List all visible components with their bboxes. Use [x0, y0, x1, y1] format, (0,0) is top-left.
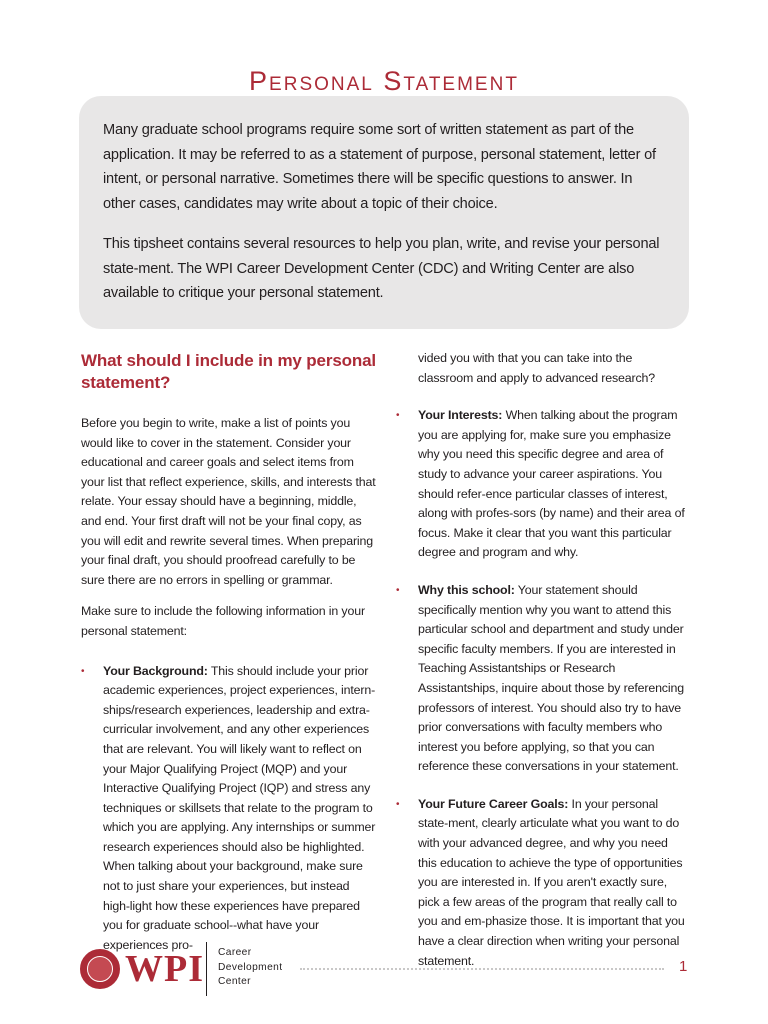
footer-divider: [206, 942, 207, 996]
bullet-text: Your statement should specifically mention why you want to attend this particular school and department and study under specific faculty members. If you are interested in Teaching Assistantships or Research Assistantships, inquire about those by referencing professors of interest. You should also try to have prior conversations with faculty members who interest you before applying, so that you can reference these conversations in your statement.: [418, 582, 684, 774]
bullet-interests: [396, 406, 688, 563]
page-number: 1: [679, 958, 688, 975]
bullet-lead: Why this school:: [418, 582, 515, 597]
section-heading: What should I include in my personal statement?: [81, 351, 376, 392]
section-paragraph-2: Make sure to include the following information in your personal statement:: [81, 604, 365, 638]
bullet-lead: Your Interests:: [418, 408, 503, 423]
bullet-dot-icon: •: [81, 665, 85, 677]
bullet-future-career-goals: [396, 795, 688, 971]
bullet-text: When talking about the program you are applying for, make sure you emphasize why you need this specific degree and area of study to advance your career aspirations. You should refer-ence particular classes of interest, along with profes-sors (by name) and their area of focus. Make it clear that you want this particular degree and program and why.: [418, 408, 685, 560]
right-column: [396, 349, 688, 989]
seal-inner: [87, 956, 113, 982]
bullet-dot-icon: •: [396, 798, 400, 810]
bullet-background-continued: [396, 349, 688, 388]
bullet-lead: Your Future Career Goals:: [418, 796, 569, 811]
intro-box: [79, 96, 689, 329]
cdc-line-2: Development: [218, 961, 283, 973]
cdc-label: [218, 946, 282, 990]
bullet-background: [81, 662, 377, 956]
wpi-logo: [80, 943, 204, 995]
left-column: [81, 350, 377, 973]
page-title: Personal Statement: [249, 66, 519, 96]
bullet-dot-icon: •: [396, 584, 400, 596]
bullet-text: In your personal state-ment, clearly articulate what you want to do with your advanced degree, and why you need this education to achieve the type of opportunities you are interested in. If you aren't exactly sure, pick a few areas of the program that really call to you and em-phasize those. It is important that you have a clear direction when writing your personal statement.: [418, 796, 685, 968]
intro-paragraph-1: Many graduate school programs require some sort of written statement as part of the application. It may be referred to as a statement of purpose, personal statement, letter of intent, or personal narrative. Sometimes there will be specific questions to answer. In other cases, candidates may write about a topic of their choice.: [103, 122, 656, 212]
bullet-why-this-school: [396, 581, 688, 777]
wpi-seal-icon: [80, 949, 120, 989]
footer-dotted-rule: [300, 968, 664, 970]
wpi-wordmark: WPI: [125, 948, 204, 990]
cdc-line-1: Career: [218, 947, 252, 958]
cdc-line-3: Center: [218, 976, 251, 987]
section-paragraph-1: Before you begin to write, make a list of points you would like to cover in the statement. Consider your educational and career goals and select items from your list that reflect experience, skills, and interests that relate. Your essay should have a beginning, middle, and end. Your first draft will not be your final copy, as you will edit and rewrite several times. When preparing your final draft, you should proofread carefully to be sure there are no errors in spelling or grammar.: [81, 416, 376, 587]
bullet-dot-icon: •: [396, 410, 400, 422]
bullet-text: vided you with that you can take into the classroom and apply to advanced research?: [418, 351, 655, 385]
bullet-lead: Your Background:: [103, 663, 208, 678]
bullet-text: This should include your prior academic experiences, project experiences, intern-ships/research experiences, leadership and extra-curricular involvement, and any other experiences that are relevant. You will likely want to reflect on your Major Qualifying Project (MQP) and your Interactive Qualifying Project (IQP) and stress any techniques or skillsets that relate to the program to which you are applying. Any internships or summer research experiences should also be highlighted. When talking about your background, make sure not to just share your experiences, but instead high-light how these experiences have prepared you for graduate school--what have your experiences pro-: [103, 663, 376, 952]
intro-paragraph-2: This tipsheet contains several resources to help you plan, write, and revise your personal state-ment. The WPI Career Development Center (CDC) and Writing Center are also available to critique your personal statement.: [103, 236, 660, 301]
